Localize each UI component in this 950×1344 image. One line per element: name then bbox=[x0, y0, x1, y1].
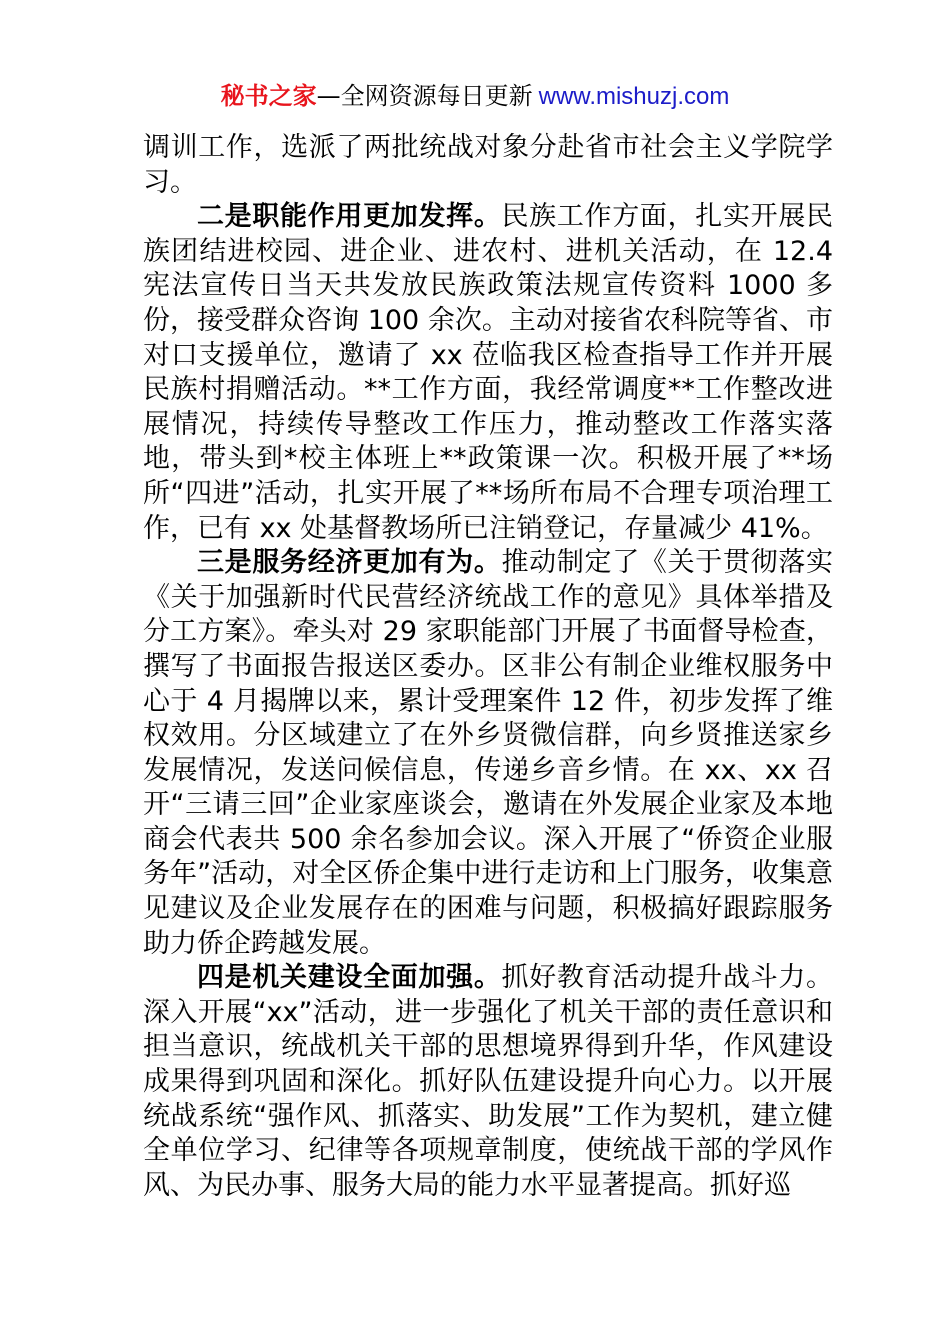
paragraph-1 bbox=[143, 131, 833, 200]
paragraph-2 bbox=[143, 200, 833, 546]
paragraph-lead: 二是职能作用更加发挥。 bbox=[197, 201, 502, 233]
site-header bbox=[0, 78, 950, 115]
paragraph-4 bbox=[143, 961, 833, 1203]
header-tagline: —全网资源每日更新 bbox=[316, 82, 533, 110]
paragraph-text: 调训工作，选派了两批统战对象分赴省市社会主义学院学习。 bbox=[143, 132, 833, 198]
paragraph-lead: 三是服务经济更加有为。 bbox=[197, 547, 502, 579]
paragraph-text: 推动制定了《关于贯彻落实《关于加强新时代民营经济统战工作的意见》具体举措及分工方案》。牵头对 29 家职能部门开展了书面督导检查，撰写了书面报告报送区委办。区非公有制企业维权服务中心于 4 月揭牌以来，累计受理案件 12 件，初步发挥了维权效用。分区域建立了在外乡贤微信群，向乡贤推送家乡发展情况，发送问候信息，传递乡音乡情。在 xx、xx 召开“三请三回”企业家座谈会，邀请在外发展企业家及本地商会代表共 500 余名参加会议。深入开展了“侨资企业服务年”活动，对全区侨企集中进行走访和上门服务，收集意见建议及企业发展存在的困难与问题，积极搞好跟踪服务助力侨企跨越发展。 bbox=[143, 547, 833, 959]
paragraph-text: 民族工作方面，扎实开展民族团结进校园、进企业、进农村、进机关活动，在 12.4 宪法宣传日当天共发放民族政策法规宣传资料 1000 多份，接受群众咨询 100 余次。主动对接省农科院等省、市对口支援单位，邀请了 xx 莅临我区检查指导工作并开展民族村捐赠活动。**工作方面，我经常调度**工作整改进展情况，持续传导整改工作压力，推动整改工作落实落地，带头到*校主体班上**政策课一次。积极开展了**场所“四进”活动，扎实开展了**场所布局不合理专项治理工作，已有 xx 处基督教场所已注销登记，存量减少 41%。 bbox=[143, 201, 833, 544]
paragraph-lead: 四是机关建设全面加强。 bbox=[197, 962, 502, 994]
document-body bbox=[143, 131, 833, 1203]
paragraph-3 bbox=[143, 546, 833, 961]
brand-name: 秘书之家 bbox=[220, 82, 317, 110]
paragraph-text: 抓好教育活动提升战斗力。深入开展“xx”活动，进一步强化了机关干部的责任意识和担当意识，统战机关干部的思想境界得到升华，作风建设成果得到巩固和深化。抓好队伍建设提升向心力。以开展统战系统“强作风、抓落实、助发展”工作为契机，建立健全单位学习、纪律等各项规章制度，使统战干部的学风作风、为民办事、服务大局的能力水平显著提高。抓好巡 bbox=[143, 962, 833, 1201]
site-url-link[interactable]: www.mishuzj.com bbox=[538, 83, 730, 110]
